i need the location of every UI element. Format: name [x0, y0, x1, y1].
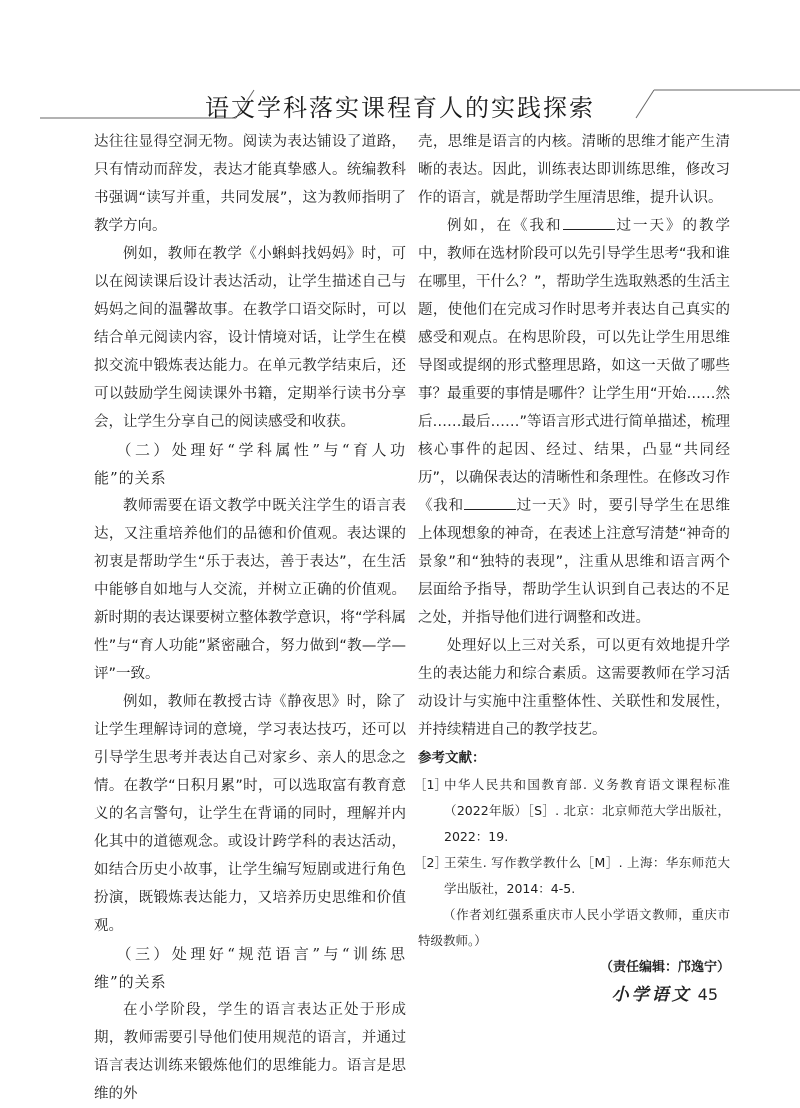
paragraph-part: 例如，在《我和: [447, 218, 563, 234]
author-note: （作者刘红强系重庆市人民小学语文教师，重庆市特级教师。）: [418, 907, 730, 948]
right-column: [414, 128, 731, 982]
references-title: 参考文献：: [418, 750, 486, 766]
paragraph: 处理好以上三对关系，可以更有效地提升学生的表达能力和综合素质。这需要教师在学习活动设计与实施中注重整体性、关联性和发展性，并持续精进自己的教学技艺。: [418, 638, 730, 738]
header-title: 语文学科落实课程育人的实践探索: [205, 94, 595, 122]
reference-number: ［2］: [414, 855, 447, 870]
left-column: [94, 128, 406, 1108]
paragraph: 在小学阶段，学生的语言表达正处于形成期，教师需要引导他们使用规范的语言，并通过语言表达训练来锻炼他们的思维能力。语言是思维的外: [94, 1002, 406, 1102]
paragraph: 教师需要在语文教学中既关注学生的语言表达，又注重培养他们的品德和价值观。表达课的初衷是帮助学生“乐于表达，善于表达”，在生活中能够自如地与人交流，并树立正确的价值观。新时期的表达课要树立整体教学意识，将“学科属性”与“育人功能”紧密融合，努力做到“教—学—评”一致。: [94, 498, 407, 682]
paragraph-part: 过一天》的教学中，教师在选材阶段可以先引导学生思考“我和谁在哪里，干什么？”，帮助学生选取熟悉的生活主题，使他们在完成习作时思考并表达自己真实的感受和观点。在构思阶段，可以先让学生用思维导图或提纲的形式整理思路，如这一天做了哪些事？最重要的事情是哪件？让学生用“开始……然后……最后……”等语言形式进行简单描述，梳理核心事件的起因、经过、结果，凸显“共同经历”，以确保表达的清晰性和条理性。在修改习作《我和: [418, 218, 731, 514]
reference-item: [414, 772, 730, 850]
section-heading: （三）处理好“规范语言”与“训练思维”的关系: [94, 945, 406, 991]
editor-credit: （责任编辑：邝逸宁）: [599, 960, 730, 975]
paragraph: 例如，教师在教学《小蝌蚪找妈妈》时，可以在阅读课后设计表达活动，让学生描述自己与妈妈之间的温馨故事。在教学口语交际时，可以结合单元阅读内容，设计情境对话，让学生在模拟交流中锻炼表达能力。在单元教学结束后，还可以鼓励学生阅读课外书籍，定期举行读书分享会，让学生分享自己的阅读感受和收获。: [94, 246, 406, 430]
reference-text: 王荣生. 写作教学教什么［M］. 上海：华东师范大学出版社，2014：4-5.: [444, 855, 730, 896]
reference-text: 中华人民共和国教育部. 义务教育语文课程标准（2022年版）［S］. 北京：北京师范大学出版社，2022：19.: [444, 777, 730, 844]
paragraph: [418, 212, 730, 632]
paragraph: 达往往显得空洞无物。阅读为表达铺设了道路，只有情动而辞发，表达才能真挚感人。统编教科书强调“读写并重，共同发展”，这为教师指明了教学方向。: [94, 134, 406, 234]
paragraph-part: 过一天》时，要引导学生在思维上体现想象的神奇，在表述上注意写清楚“神奇的景象”和“独特的表现”，注重从思维和语言两个层面给予指导，帮助学生认识到自己表达的不足之处，并指导他们进行调整和改进。: [418, 498, 731, 626]
page-header: [0, 0, 800, 135]
paragraph: 例如，教师在教授古诗《静夜思》时，除了让学生理解诗词的意境，学习表达技巧，还可以引导学生思考并表达自己对家乡、亲人的思念之情。在教学“日积月累”时，可以选取富有教育意义的名言警句，让学生在背诵的同时，理解并内化其中的道德观念。或设计跨学科的表达活动，如结合历史小故事，让学生编写短剧或进行角色扮演，既锻炼表达能力，又培养历史思维和价值观。: [94, 694, 406, 934]
reference-number: ［1］: [414, 777, 447, 792]
page-footer: [612, 980, 718, 1010]
fill-blank: [464, 495, 516, 510]
fill-blank: [563, 215, 615, 230]
reference-item: [414, 850, 730, 902]
references-list: [414, 772, 730, 902]
paragraph: 壳，思维是语言的内核。清晰的思维才能产生清晰的表达。因此，训练表达即训练思维，修改习作的语言，就是帮助学生厘清思维，提升认识。: [418, 134, 730, 206]
magazine-name: 小学语文: [611, 985, 692, 1005]
section-heading: （二）处理好“学科属性”与“育人功能”的关系: [94, 441, 406, 487]
page-number: 45: [697, 985, 718, 1004]
